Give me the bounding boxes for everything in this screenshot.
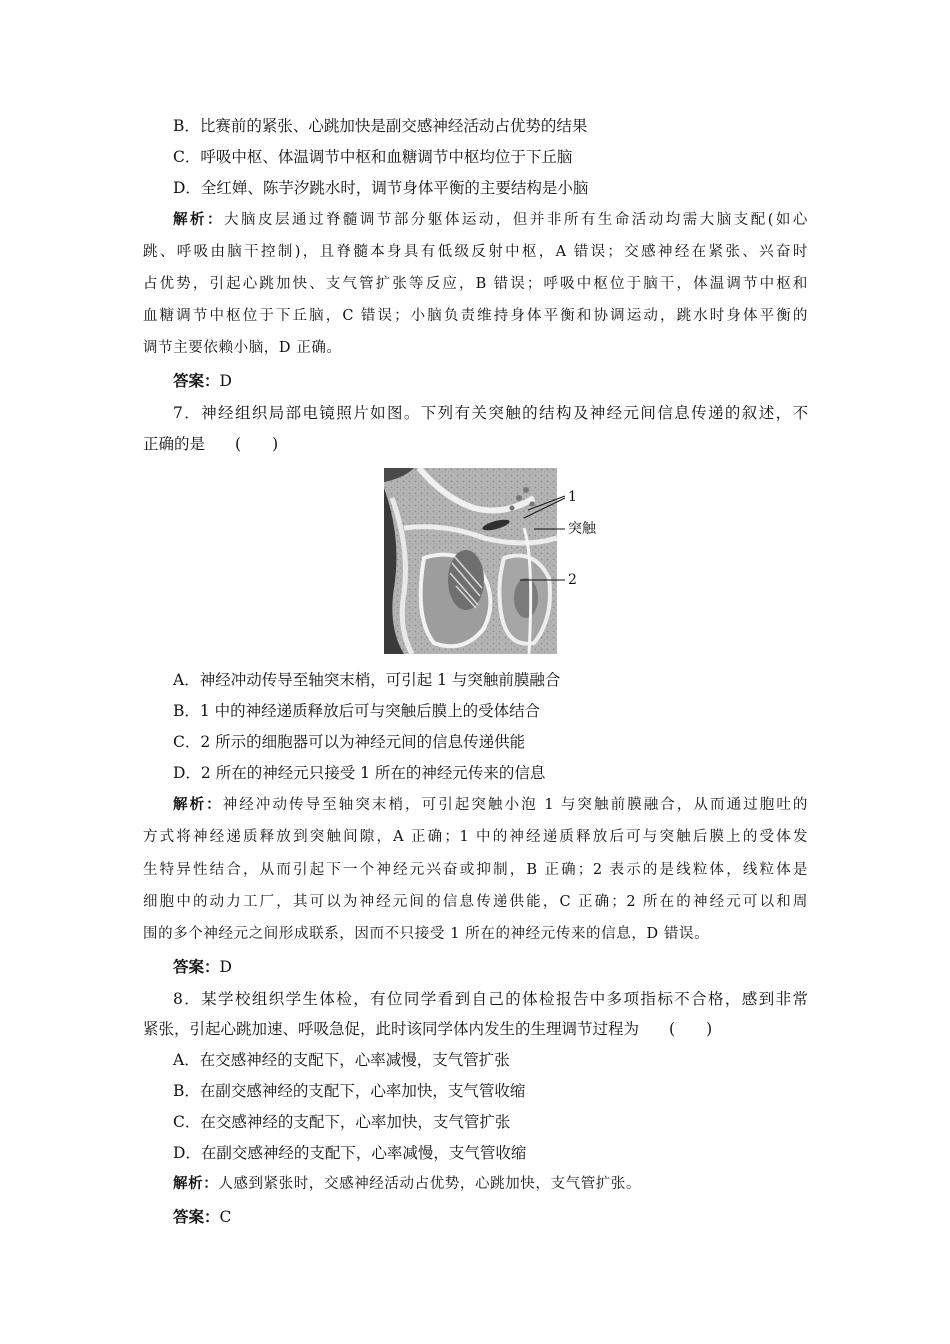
- figure-leader-lines: [520, 488, 570, 588]
- q7-answer: [173, 957, 808, 977]
- q7-explanation-line-1: 解析：神经冲动传导至轴突末梢，可引起突触小泡 1 与突触前膜融合，从而通过胞吐的: [173, 796, 808, 813]
- q6-explanation-line-4: 血糖调节中枢位于下丘脑，C 错误；小脑负责维持身体平衡和协调运动，跳水时身体平衡的: [143, 308, 808, 324]
- q8-option-d: D．在副交感神经的支配下，心率减慢，支气管收缩: [173, 1144, 527, 1162]
- q7-explanation-line-4: 细胞中的动力工厂，其可以为神经元间的信息传递供能，C 正确；2 所在的神经元可以和周: [143, 894, 808, 910]
- q7-option-c: C．2 所示的细胞器可以为神经元间的信息传递供能: [173, 733, 526, 751]
- q6-option-b: B．比赛前的紧张、心跳加快是副交感神经活动占优势的结果: [173, 117, 588, 135]
- q8-explanation: 解析：人感到紧张时，交感神经活动占优势，心跳加快，支气管扩张。: [173, 1175, 642, 1192]
- q7-explanation-line-3: 生特异性结合，从而引起下一个神经元兴奋或抑制，B 正确；2 表示的是线粒体，线粒体是: [143, 862, 808, 878]
- q8-answer-value: C: [219, 1208, 232, 1226]
- q7-explanation-line-2: 方式将神经递质释放到突触间隙，A 正确；1 中的神经递质释放后可与突触后膜上的受体发: [143, 829, 808, 845]
- figure-label-2: 2: [568, 572, 577, 588]
- q6-explanation-line-3: 占优势，引起心跳加快、支气管扩张等反应，B 错误；呼吸中枢位于脑干，体温调节中枢和: [143, 276, 808, 292]
- q6-answer-value: D: [219, 372, 232, 390]
- q8-stem-line-1: 8．某学校组织学生体检，有位同学看到自己的体检报告中多项指标不合格，感到非常: [173, 990, 808, 1008]
- q7-explanation-label: 解析：: [173, 796, 223, 813]
- q8-stem-line-2: 紧张，引起心跳加速、呼吸急促，此时该同学体内发生的生理调节过程为 ( ): [143, 1020, 713, 1038]
- q8-option-c: C．在交感神经的支配下，心率加快，支气管扩张: [173, 1113, 511, 1131]
- q8-answer: [173, 1207, 808, 1227]
- q6-explanation-label: 解析：: [173, 211, 224, 228]
- q7-stem-line-2: 正确的是 ( ): [143, 435, 279, 453]
- q7-stem-line-1: 7．神经组织局部电镜照片如图。下列有关突触的结构及神经元间信息传递的叙述，不: [173, 404, 808, 422]
- q6-explanation-line-1: 解析：大脑皮层通过脊髓调节部分躯体运动，但并非所有生命活动均需大脑支配(如心: [173, 211, 808, 228]
- q6-answer-label: 答案：: [173, 371, 220, 390]
- q7-option-a: A．神经冲动传导至轴突末梢，可引起 1 与突触前膜融合: [173, 671, 561, 689]
- q6-explanation-line-5: 调节主要依赖小脑，D 正确。: [143, 340, 342, 356]
- q8-option-a: A．在交感神经的支配下，心率减慢，支气管扩张: [173, 1051, 510, 1069]
- q7-option-b: B．1 中的神经递质释放后可与突触后膜上的受体结合: [173, 702, 541, 720]
- q8-option-b: B．在副交感神经的支配下，心率加快，支气管收缩: [173, 1082, 526, 1100]
- q6-option-d: D．全红婵、陈芋汐跳水时，调节身体平衡的主要结构是小脑: [173, 179, 589, 197]
- q6-explanation-line-2: 跳、呼吸由脑干控制)，且脊髓本身具有低级反射中枢，A 错误；交感神经在紧张、兴奋时: [143, 244, 808, 260]
- figure-label-synapse: 突触: [568, 521, 596, 537]
- q8-answer-bracket: ( ): [669, 1020, 713, 1038]
- q6-option-c: C．呼吸中枢、体温调节中枢和血糖调节中枢均位于下丘脑: [173, 148, 573, 166]
- figure-label-1: 1: [568, 489, 577, 505]
- q7-answer-label: 答案：: [173, 957, 220, 976]
- q7-option-d: D．2 所在的神经元只接受 1 所在的神经元传来的信息: [173, 764, 546, 782]
- q6-answer: [173, 371, 808, 391]
- q7-answer-value: D: [219, 958, 232, 976]
- q8-explanation-label: 解析：: [173, 1175, 219, 1192]
- q8-answer-label: 答案：: [173, 1207, 220, 1226]
- q7-answer-bracket: ( ): [235, 435, 279, 453]
- q7-explanation-line-5: 围的多个神经元之间形成联系，因而不只接受 1 所在的神经元传来的信息，D 错误。: [143, 926, 710, 942]
